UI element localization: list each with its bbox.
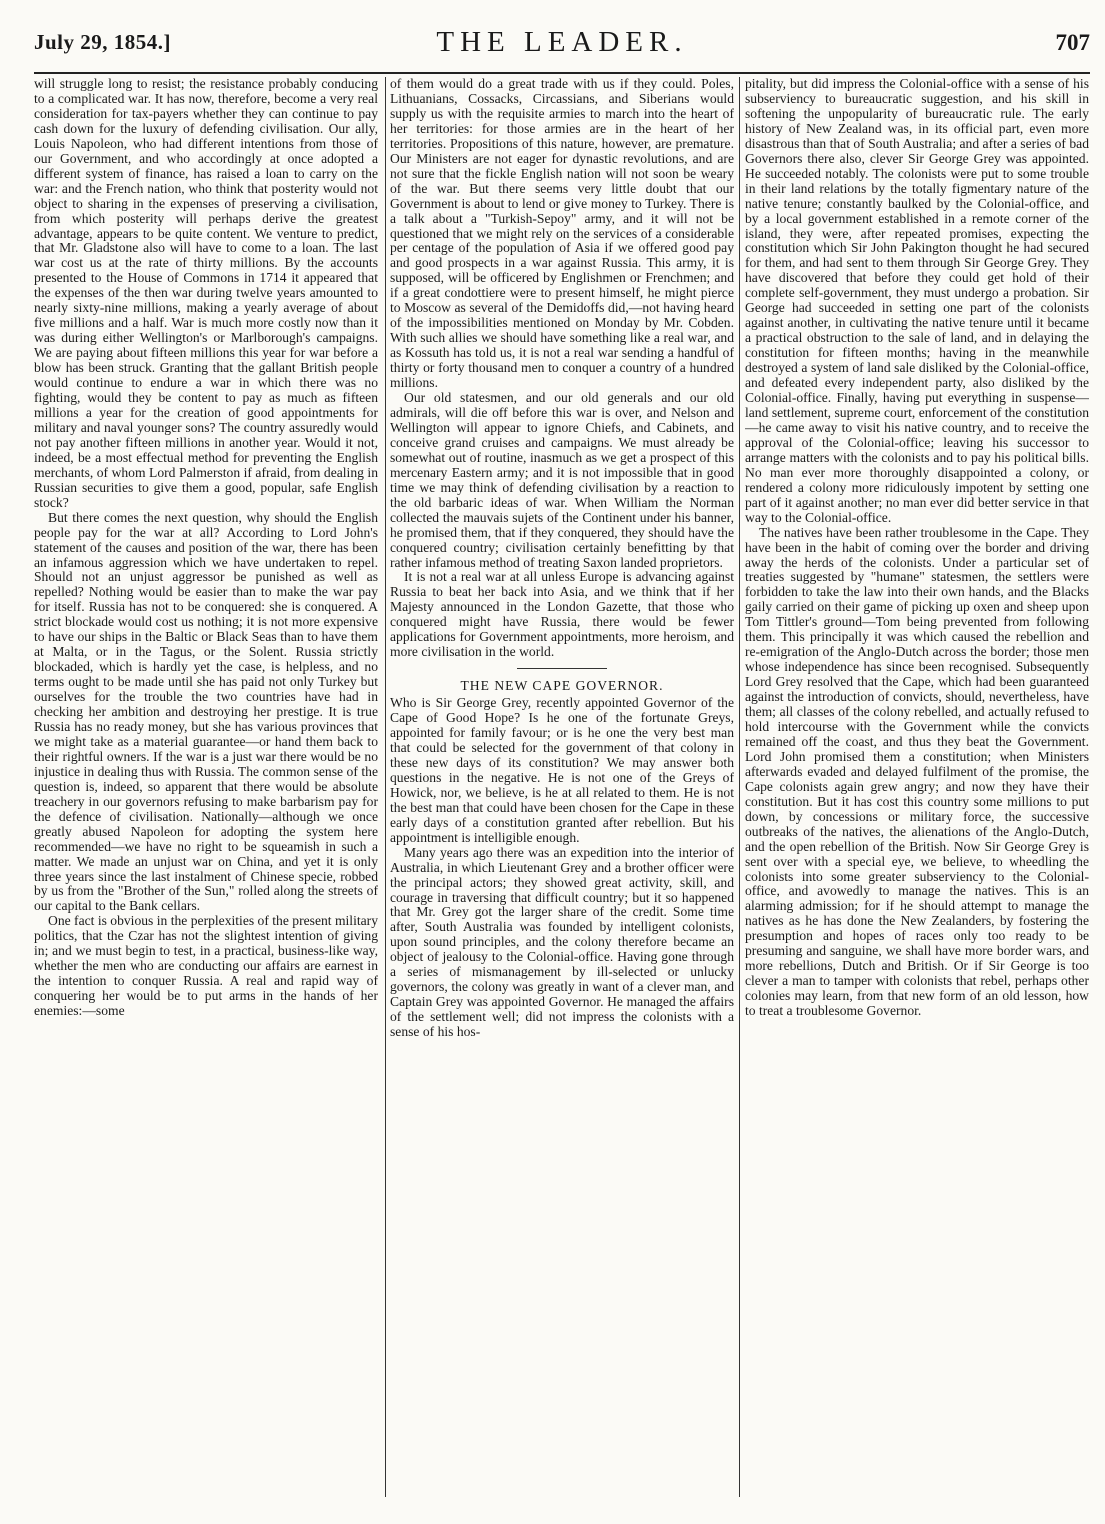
column-2-paragraph: Our old statesmen, and our old generals and our old admirals, will die off before this war is over, and Nelson and Wellington will appear to ignore Chiefs, and Cabinets, and conceive grand cruises and campaigns. We must already be somewhat out of routine, inasmuch as we get a prospect of this mercenary Eastern army; and it is not impossible that in good time we may think of defending civilisation by a reaction to the old barbaric ideas of war. When William the Norman collected the mauvais sujets of the Continent under his banner, he promised them, that if they conquered, they should have the conquered country; civilisation certainly benefitting by that rather infamous method of treating Saxon landed proprietors. xyxy=(390,390,734,570)
column-divider xyxy=(385,77,386,1497)
section-paragraph: Many years ago there was an expedition into the interior of Australia, in which Lieutenant Grey and a brother officer were the principal actors; they showed great activity, skill, and courage in traversing that difficult country; but it so happened that Mr. Grey got the larger share of the credit. Some time after, South Australia was founded by intelligent colonists, upon sound principles, and the colony therefore became an object of jealousy to the Colonial-office. Having gone through a series of mismanagement by ill-selected or unlucky governors, the colony was greatly in want of a clever man, and Captain Grey was appointed Governor. He managed the affairs of the settlement well; did not impress the colonists with a sense of his hos- xyxy=(390,844,734,1040)
header-rule xyxy=(34,72,1090,74)
section-paragraph: Who is Sir George Grey, recently appointed Governor of the Cape of Good Hope? Is he one of the fortunate Greys, appointed for family favour; or is he one the very best man that could be selected for the government of that colony in these new days of its constitution? We may answer both questions in the negative. He is not one of the Greys of Howick, nor, we believe, is he at all related to them. He is not the best man that could have been chosen for the Cape in these early days of a constitution granted after rebellion. But his appointment is intelligible enough. xyxy=(390,695,734,845)
column-1-paragraph: But there comes the next question, why should the English people pay for the war at all? According to Lord John's statement of the causes and position of the war, there has been an infamous aggression which we have undertaken to repel. Should not an unjust aggressor be punished as well as repelled? Nothing would be easier than to make the war pay for itself. Russia has not to be conquered: she is conquered. A strict blockade would cost us nothing; it is not more expensive to have our ships in the Baltic or Black Seas than to have them at Malta, or in the Tagus, or the Solent. Russia strictly blockaded, which is hardly yet the case, is helpless, and no terms ought to be made until she has paid not only Turkey but ourselves for the trouble the two countries have had in checking her ambition and destroying her prestige. It is true Russia has no ready money, but she has various provinces that we might take as a material guarantee—or hand them back to their rightful owners. If the war is a just war there would be no injustice in dealing thus with Russia. The common sense of the question is, indeed, so apparent that there would be absolute treachery in our governors refusing to make barbarism pay for the defence of civilisation. Nationally—although we once greatly abused Napoleon for adopting the system here recommended—we have no right to be squeamish in such a matter. We made an unjust war on China, and yet it is only three years since the last instalment of Chinese specie, robbed by us from the "Brother of the Sun," rolled along the streets of our capital to the Bank cellars. xyxy=(34,509,378,914)
column-2 xyxy=(390,77,734,1497)
masthead xyxy=(34,24,1090,66)
section-heading: THE NEW CAPE GOVERNOR. xyxy=(460,678,664,694)
column-3-paragraph: The natives have been rather troublesome in the Cape. They have been in the habit of coming over the border and driving away the herds of the colonists. Under a particular set of treaties suggested by "humane" statesmen, the settlers were forbidden to take the law into their own hands, and the Blacks gaily carried on their game of picking up oxen and sheep upon Tom Tittler's ground—Tom being prevented from following them. This principally it was which caused the rebellion and re-emigration of the Anglo-Dutch across the border; those men whose independence has since been recognised. Subsequently Lord Grey resolved that the Cape, which had been guaranteed against the introduction of convicts, should, nevertheless, have them; all classes of the colony rebelled, and actually refused to hold intercourse with the Government while the convicts remained off the coast, and thus they beat the Government. Lord John promised them a constitution; when Ministers afterwards evaded and delayed fulfilment of the promise, the Cape colonists again grew angry; and now they have their constitution. But it has cost this country some millions to put down, by concessions or military force, the successive outbreaks of the natives, the alienations of the Anglo-Dutch, and the open rebellion of the British. Now Sir George Grey is sent over with a special eye, we believe, to wheedling the colonists into some greater subserviency to the Colonial-office, and avowedly to manage the natives. This is an alarming admission; for if he should attempt to manage the natives as he has done the New Zealanders, by fostering the presumption and hopes of races only too ready to be presuming and sanguine, we shall have more border wars, and more rebellions, Dutch and British. Or if Sir George is too clever a man to tamper with colonists that rebel, perhaps other colonies may learn, from that new form of an old lesson, how to treat a troublesome Governor. xyxy=(745,524,1089,1019)
column-1-paragraph: One fact is obvious in the perplexities of the present military politics, that the Czar has not the slightest intention of giving in; and we must begin to test, in a practical, business-like way, whether the men who are conducting our affairs are earnest in the intention to conquer Russia. A real and rapid way of conquering her would be to put arms in the hands of her enemies:—some xyxy=(34,913,378,1019)
page-number: 707 xyxy=(1055,30,1090,55)
column-2-paragraph: of them would do a great trade with us if they could. Poles, Lithuanians, Cossacks, Circassians, and Siberians would supply us with the requisite armies to march into the heart of her territories: for those armies are in the heart of her territories. Propositions of this nature, however, are premature. Our Ministers are not eager for dynastic revolutions, and are not sure that the fickle English nation will not soon be weary of the war. But there seems very little doubt that our Government is about to lend or give money to Turkey. There is a talk about a "Turkish-Sepoy" army, and it will not be questioned that we might rely on the services of a considerable per centage of the population of Asia if we offered good pay and good prospects in a war against Russia. This army, it is supposed, will be officered by Englishmen or Frenchmen; and if a great condottiere were to present himself, he might pierce to Moscow as several of the Demidoffs did,—not having heard of the impossibilities mentioned on Monday by Mr. Cobden. With such allies we should have something like a real war, and as Kossuth has told us, it is not a real war sending a handful of thirty or forty thousand men to conquer a country of a hundred millions. xyxy=(390,77,734,391)
column-divider xyxy=(739,77,740,1497)
column-1 xyxy=(34,77,378,1497)
column-1-paragraph: will struggle long to resist; the resistance probably conducing to a complicated war. It has now, therefore, become a very real consideration for tax-payers whether they can continue to pay cash down for the luxury of defending civilisation. Our ally, Louis Napoleon, who had different intentions from those of our Government, and who accordingly at once adopted a different system of finance, has raised a loan to carry on the war: and the French nation, who think that posterity would not object to sharing in the expenses of preserving a civilisation, from which posterity will perhaps derive the greatest advantage, appears to be quite content. We venture to predict, that Mr. Gladstone also will have to come to a loan. The last war cost us at the rate of thirty millions. By the accounts presented to the House of Commons in 1714 it appeared that the expenses of the then war during twelve years amounted to nearly sixty-nine millions, making a yearly average of about five millions and a half. War is much more costly now than it was during either Wellington's or Marlborough's campaigns. We are paying about fifteen millions this year for war before a blow has been struck. Granting that the gallant British people would continue to endure a war in which there was no fighting, would they be content to pay as much as fifteen millions a year for the creation of good appointments for military and naval younger sons? The country assuredly would not pay another fifteen millions in another year. Would it not, indeed, be a most effectual method for preventing the English merchants, of whom Lord Palmerston if afraid, from dealing in Russian securities to give them a good, popular, safe English stock? xyxy=(34,77,378,510)
article-columns xyxy=(34,77,1090,1497)
issue-date: July 29, 1854.] xyxy=(34,30,172,54)
section-divider xyxy=(517,668,607,669)
column-3 xyxy=(745,77,1089,1497)
publication-title: THE LEADER. xyxy=(436,26,688,58)
column-3-paragraph: pitality, but did impress the Colonial-office with a sense of his subserviency to bureaucratic suggestion, and his skill in softening the unpopularity of bureaucratic rule. The early history of New Zealand was, in its official part, even more disastrous than that of South Australia; and after a series of bad Governors there also, clever Sir George Grey was appointed. He succeeded notably. The colonists were put to some trouble in their land relations by the totally figmentary nature of the native tenure; constantly baulked by the Colonial-office, and by a local government established in a remote corner of the island, they were, after repeated promises, expecting the constitution which Sir John Pakington thought he had secured for them, and had sent to them through Sir George Grey. They have discovered that before they could get hold of their complete self-government, they must undergo a probation. Sir George had succeeded in setting one part of the colonists against another, in cultivating the native tenure until it became a practical obstruction to the sale of land, and in delaying the constitution for fifteen months; having in the meanwhile destroyed a system of land sale disliked by the Colonial-office, and defeated every independent party, also disliked by the Colonial-office. Finally, having put everything in suspense—land settlement, supreme court, enforcement of the constitution—he came away to visit his native country, and to receive the approval of the Colonial-office; leaving his successor to arrange matters with the colonists and to pay his political bills. No man ever more thoroughly disappointed a colony, or rendered a colony more ridiculously impotent by setting one part of it against another; no man ever did better service in that way to the Colonial-office. xyxy=(745,77,1089,525)
column-2-paragraph: It is not a real war at all unless Europe is advancing against Russia to beat her back into Asia, and we think that if her Majesty announced in the London Gazette, that those who conquered might have Russia, there would be fewer applications for Government appointments, more heroism, and more civilisation in the world. xyxy=(390,569,734,660)
